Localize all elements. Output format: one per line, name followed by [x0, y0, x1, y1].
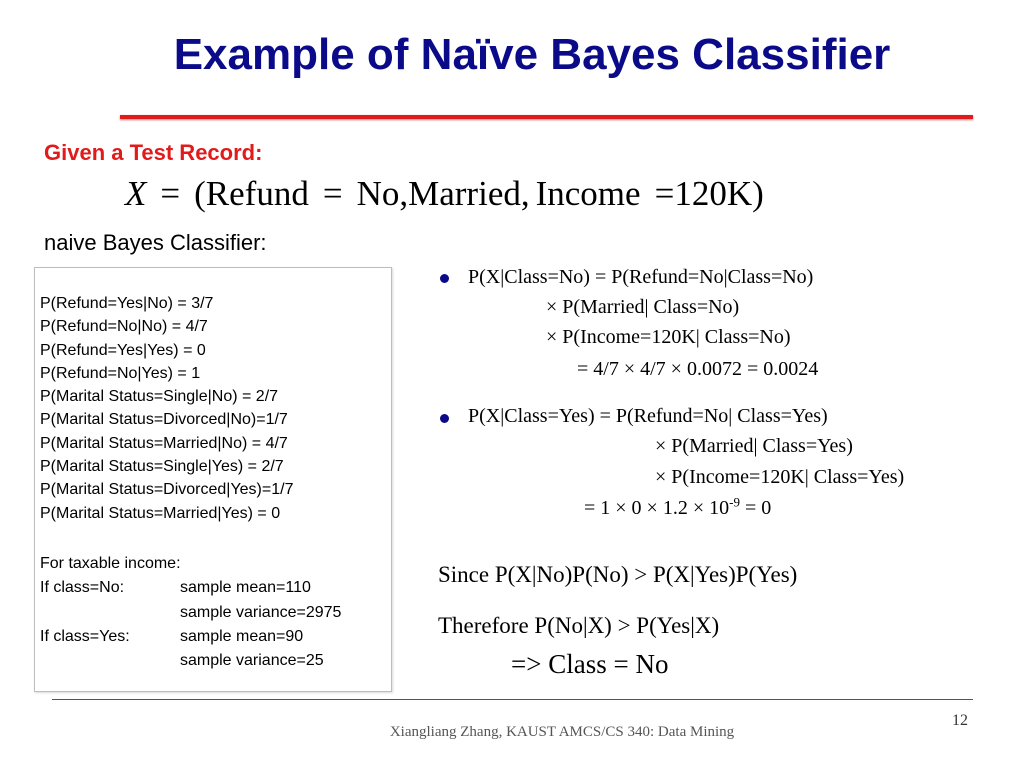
calc-yes-line3: × P(Income=120K| Class=Yes): [655, 466, 905, 488]
calc-no-line1: P(X|Class=No) = P(Refund=No|Class=No): [468, 266, 814, 288]
taxable-row-value: sample mean=110: [180, 579, 311, 597]
calc-yes-result-base: = 1 × 0 × 1.2 × 10: [584, 497, 730, 519]
probability-item: P(Marital Status=Single|No) = 2/7: [40, 388, 279, 406]
probability-item: P(Refund=Yes|Yes) = 0: [40, 341, 206, 359]
probability-item: P(Refund=Yes|No) = 3/7: [40, 295, 214, 312]
taxable-row: [40, 625, 304, 649]
test-record-formula: [125, 174, 764, 214]
probability-item: P(Marital Status=Divorced|No)=1/7: [40, 411, 288, 429]
taxable-row-label: If class=No:: [40, 579, 125, 597]
bullet-icon: [440, 414, 449, 423]
taxable-row: [40, 576, 311, 600]
formula-eq2: =: [322, 174, 343, 213]
formula-close: ): [752, 174, 764, 213]
taxable-heading: For taxable income:: [40, 555, 181, 572]
taxable-row-value: sample variance=25: [180, 652, 324, 670]
probability-item: P(Marital Status=Divorced|Yes)=1/7: [40, 481, 294, 499]
formula-income: Income: [535, 174, 641, 213]
formula-eq: =: [160, 174, 181, 213]
probability-list: [40, 292, 293, 525]
formula-value: 120K: [674, 174, 753, 213]
footer-credit: Xiangliang Zhang, KAUST AMCS/CS 340: Data Mining: [389, 724, 735, 740]
classifier-label: naive Bayes Classifier:: [44, 230, 267, 255]
calc-no-result: = 4/7 × 4/7 × 0.0072 = 0.0024: [577, 358, 819, 380]
taxable-row-value: sample variance=2975: [180, 603, 342, 621]
taxable-row-label: If class=Yes:: [40, 627, 130, 645]
calc-yes-line2: × P(Married| Class=Yes): [655, 435, 853, 457]
probability-item: P(Marital Status=Single|Yes) = 2/7: [40, 458, 284, 476]
probability-item: P(Refund=No|Yes) = 1: [40, 364, 201, 382]
taxable-row: [40, 601, 342, 625]
formula-no: No,: [356, 174, 409, 213]
taxable-income-section: [40, 552, 342, 673]
calc-yes-result-tail: = 0: [739, 497, 772, 519]
footer-divider: [52, 699, 973, 700]
calc-yes-line1: P(X|Class=Yes) = P(Refund=No| Class=Yes): [468, 405, 828, 427]
conclusion-therefore: Therefore P(No|X) > P(Yes|X): [438, 613, 720, 638]
taxable-row-value: sample mean=90: [180, 627, 304, 645]
page-number: 12: [952, 712, 968, 729]
slide-title: Example of Naïve Bayes Classifier: [173, 30, 891, 79]
taxable-row: [40, 649, 324, 673]
probability-item: P(Marital Status=Married|No) = 4/7: [40, 434, 288, 452]
calc-no-line3: × P(Income=120K| Class=No): [546, 326, 791, 348]
calc-yes-result: [584, 494, 772, 520]
conclusion-result: => Class = No: [511, 649, 669, 679]
bullet-icon: [440, 274, 449, 283]
formula-var: X: [125, 174, 147, 213]
calc-yes-result-exponent: -9: [729, 494, 740, 510]
probability-item: P(Refund=No|No) = 4/7: [40, 318, 208, 336]
conclusion-since: Since P(X|No)P(No) > P(X|Yes)P(Yes): [438, 562, 798, 587]
probability-item: P(Marital Status=Married|Yes) = 0: [40, 504, 281, 522]
formula-open: (: [194, 174, 206, 213]
given-label: Given a Test Record:: [44, 140, 263, 165]
formula-refund: Refund: [205, 174, 309, 213]
formula-eq3: =: [654, 174, 675, 213]
formula-married: Married,: [408, 174, 530, 213]
title-divider: [120, 115, 973, 119]
calc-no-line2: × P(Married| Class=No): [546, 296, 740, 318]
